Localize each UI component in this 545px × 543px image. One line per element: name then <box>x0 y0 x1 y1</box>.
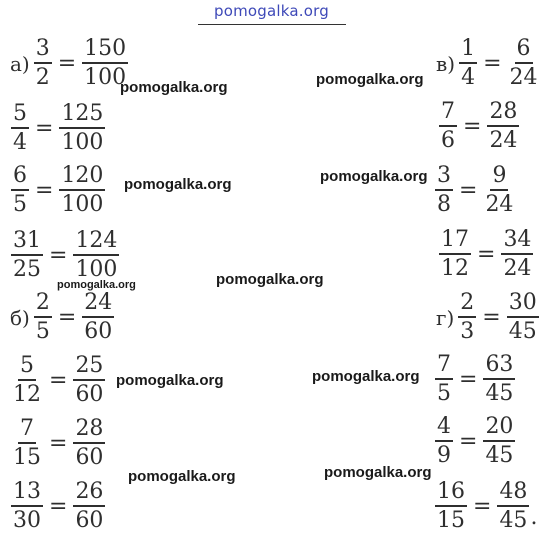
denominator: 15 <box>437 508 465 533</box>
fraction-left <box>11 418 43 469</box>
denominator: 30 <box>13 508 41 533</box>
fraction-right <box>507 292 539 343</box>
watermark-text: pomogalka.org <box>57 279 136 291</box>
fraction-left <box>11 355 43 406</box>
fraction-left <box>11 165 29 216</box>
equals-sign: = <box>35 116 54 141</box>
numerator: 1 <box>459 38 477 64</box>
denominator: 12 <box>13 382 41 407</box>
denominator: 5 <box>35 319 50 344</box>
equation-b-4 <box>10 481 106 532</box>
fraction-left <box>34 292 52 343</box>
fraction-left <box>34 38 52 89</box>
denominator: 60 <box>75 382 104 407</box>
watermark-text: pomogalka.org <box>316 71 424 88</box>
denominator: 100 <box>75 257 118 282</box>
fraction-right <box>501 229 533 280</box>
denominator: 3 <box>460 319 475 344</box>
watermark-text: pomogalka.org <box>216 271 324 288</box>
numerator: 31 <box>11 230 43 256</box>
equals-sign: = <box>49 243 68 268</box>
numerator: 16 <box>435 481 467 507</box>
numerator: 124 <box>73 230 119 256</box>
numerator: 7 <box>439 101 457 127</box>
fraction-right <box>73 355 105 406</box>
equals-sign: = <box>49 368 68 393</box>
equals-sign: = <box>463 114 482 139</box>
fraction-left <box>435 481 467 532</box>
equation-b-1 <box>10 292 115 343</box>
denominator: 60 <box>75 508 104 533</box>
numerator: 28 <box>487 101 519 127</box>
numerator: 48 <box>497 481 529 507</box>
denominator: 60 <box>75 445 104 470</box>
numerator: 120 <box>59 165 105 191</box>
equation-b-2 <box>10 355 106 406</box>
denominator: 60 <box>84 319 113 344</box>
equation-a-3 <box>10 165 106 216</box>
equals-sign: = <box>483 51 502 76</box>
equals-sign: = <box>459 367 478 392</box>
equation-a-1 <box>10 38 129 89</box>
denominator: 24 <box>489 128 518 153</box>
denominator: 24 <box>503 256 532 281</box>
fraction-right <box>483 354 515 405</box>
denominator: 45 <box>499 508 528 533</box>
section-label-a: а) <box>10 51 30 76</box>
equals-sign: = <box>477 242 496 267</box>
fraction-right <box>483 416 515 467</box>
numerator: 25 <box>73 355 105 381</box>
equals-sign: = <box>459 429 478 454</box>
fraction-left <box>11 481 43 532</box>
numerator: 7 <box>18 418 36 444</box>
fraction-right <box>82 292 114 343</box>
fraction-right <box>497 481 529 532</box>
numerator: 5 <box>18 355 36 381</box>
equals-sign: = <box>482 305 501 330</box>
equation-g-3 <box>434 416 516 467</box>
equals-sign: = <box>49 494 68 519</box>
header-underline <box>198 24 346 25</box>
fraction-left <box>11 230 43 281</box>
fraction-left <box>439 229 471 280</box>
numerator: 5 <box>11 103 29 129</box>
fraction-right <box>73 418 105 469</box>
numerator: 28 <box>73 418 105 444</box>
denominator: 100 <box>61 192 104 217</box>
equals-sign: = <box>473 494 492 519</box>
watermark-text: pomogalka.org <box>128 468 236 485</box>
numerator: 26 <box>73 481 105 507</box>
numerator: 3 <box>435 165 453 191</box>
section-label-v: в) <box>436 51 456 76</box>
equation-g-4 <box>434 481 537 532</box>
denominator: 4 <box>461 65 476 90</box>
numerator: 30 <box>507 292 539 318</box>
fraction-right <box>487 101 519 152</box>
watermark-text: pomogalka.org <box>312 368 420 385</box>
denominator: 45 <box>485 443 514 468</box>
numerator: 20 <box>483 416 515 442</box>
denominator: 24 <box>509 65 538 90</box>
numerator: 17 <box>439 229 471 255</box>
numerator: 24 <box>82 292 114 318</box>
equals-sign: = <box>57 51 77 76</box>
numerator: 7 <box>435 354 453 380</box>
fraction-left <box>435 354 453 405</box>
section-label-g: г) <box>436 305 455 330</box>
numerator: 2 <box>458 292 476 318</box>
fraction-right <box>508 38 540 89</box>
denominator: 6 <box>441 128 455 153</box>
denominator: 8 <box>437 192 451 217</box>
fraction-left <box>459 38 477 89</box>
denominator: 4 <box>13 130 27 155</box>
watermark-text: pomogalka.org <box>324 464 432 481</box>
denominator: 45 <box>485 381 514 406</box>
equals-sign: = <box>459 178 478 203</box>
numerator: 125 <box>59 103 105 129</box>
numerator: 3 <box>34 38 52 64</box>
equation-g-1 <box>436 292 540 343</box>
fraction-right <box>73 230 119 281</box>
denominator: 5 <box>13 192 27 217</box>
equation-a-2 <box>10 103 106 154</box>
numerator: 63 <box>483 354 515 380</box>
denominator: 15 <box>13 445 41 470</box>
watermark-text: pomogalka.org <box>120 79 228 96</box>
fraction-right <box>483 165 515 216</box>
equation-b-3 <box>10 418 106 469</box>
denominator: 9 <box>437 443 451 468</box>
numerator: 4 <box>435 416 453 442</box>
denominator: 100 <box>84 65 127 90</box>
watermark-text: pomogalka.org <box>320 168 428 185</box>
equals-sign: = <box>49 431 68 456</box>
numerator: 9 <box>490 165 508 191</box>
final-period: . <box>530 505 538 530</box>
equals-sign: = <box>57 305 77 330</box>
equation-a-4 <box>10 230 120 281</box>
denominator: 5 <box>437 381 451 406</box>
denominator: 45 <box>508 319 537 344</box>
watermark-text: pomogalka.org <box>116 372 224 389</box>
fraction-right <box>59 165 105 216</box>
numerator: 6 <box>11 165 29 191</box>
numerator: 150 <box>82 38 128 64</box>
fraction-left <box>11 103 29 154</box>
denominator: 12 <box>441 256 469 281</box>
fraction-left <box>439 101 457 152</box>
numerator: 13 <box>11 481 43 507</box>
section-label-b: б) <box>10 305 30 330</box>
numerator: 6 <box>515 38 533 64</box>
fraction-right <box>59 103 105 154</box>
numerator: 2 <box>34 292 52 318</box>
fraction-left <box>458 292 476 343</box>
denominator: 25 <box>13 257 41 282</box>
fraction-left <box>435 165 453 216</box>
equation-v-1 <box>436 38 541 89</box>
equation-g-2 <box>434 354 516 405</box>
watermark-text: pomogalka.org <box>124 176 232 193</box>
fraction-right <box>73 481 105 532</box>
equation-v-3 <box>434 165 516 216</box>
equation-v-4 <box>438 229 534 280</box>
fraction-left <box>435 416 453 467</box>
denominator: 2 <box>35 65 50 90</box>
equals-sign: = <box>35 178 54 203</box>
denominator: 100 <box>61 130 104 155</box>
denominator: 24 <box>485 192 514 217</box>
equation-v-2 <box>438 101 520 152</box>
numerator: 34 <box>501 229 533 255</box>
header-site-link[interactable]: pomogalka.org <box>214 2 329 20</box>
